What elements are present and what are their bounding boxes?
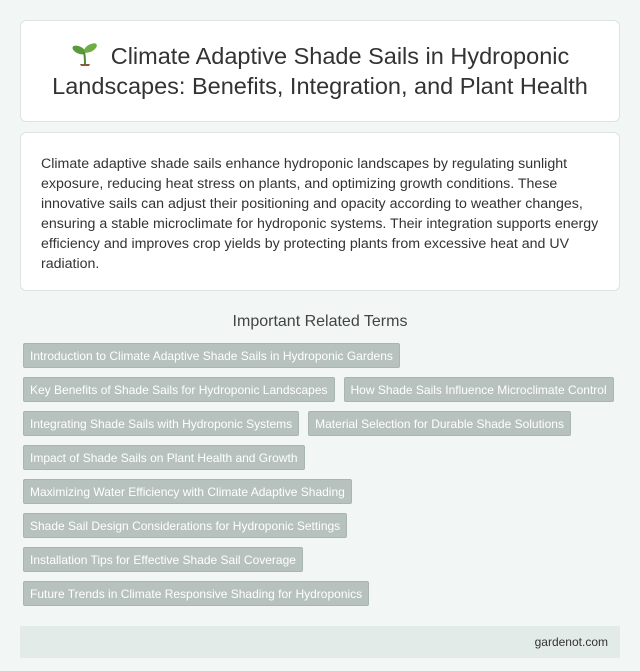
intro-paragraph: Climate adaptive shade sails enhance hydroponic landscapes by regulating sunlight exposure, reducing heat stress on plants, and optimizing growth conditions. These innovative sails can adjust their positioning and opacity according to weather changes, ensuring a stable microclimate for hydroponic systems. Their integration supports energy efficiency and improves crop yields by protecting plants from excessive heat and UV radiation. — [41, 156, 599, 272]
related-term-link[interactable]: Maximizing Water Efficiency with Climate Adaptive Shading — [23, 479, 352, 504]
related-terms-heading: Important Related Terms — [232, 313, 408, 330]
related-term-link[interactable]: Introduction to Climate Adaptive Shade Sails in Hydroponic Gardens — [23, 343, 400, 368]
page-title — [35, 41, 605, 101]
related-terms-list — [20, 343, 623, 615]
footer — [20, 626, 620, 658]
sprout-icon — [71, 42, 99, 66]
related-term-link[interactable]: Shade Sail Design Considerations for Hydroponic Settings — [23, 513, 347, 538]
related-term-link[interactable]: Integrating Shade Sails with Hydroponic Systems — [23, 411, 299, 436]
page-title-text: Climate Adaptive Shade Sails in Hydroponic Landscapes: Benefits, Integration, and Plant Health — [52, 43, 588, 99]
related-term-link[interactable]: Material Selection for Durable Shade Solutions — [308, 411, 571, 436]
footer-site-link[interactable]: gardenot.com — [534, 635, 608, 649]
related-term-link[interactable]: Future Trends in Climate Responsive Shading for Hydroponics — [23, 581, 369, 606]
related-term-link[interactable]: Installation Tips for Effective Shade Sail Coverage — [23, 547, 303, 572]
intro-card — [20, 132, 620, 291]
title-card — [20, 20, 620, 122]
related-term-link[interactable]: Impact of Shade Sails on Plant Health and Growth — [23, 445, 305, 470]
related-term-link[interactable]: Key Benefits of Shade Sails for Hydroponic Landscapes — [23, 377, 335, 402]
related-term-link[interactable]: How Shade Sails Influence Microclimate Control — [344, 377, 614, 402]
